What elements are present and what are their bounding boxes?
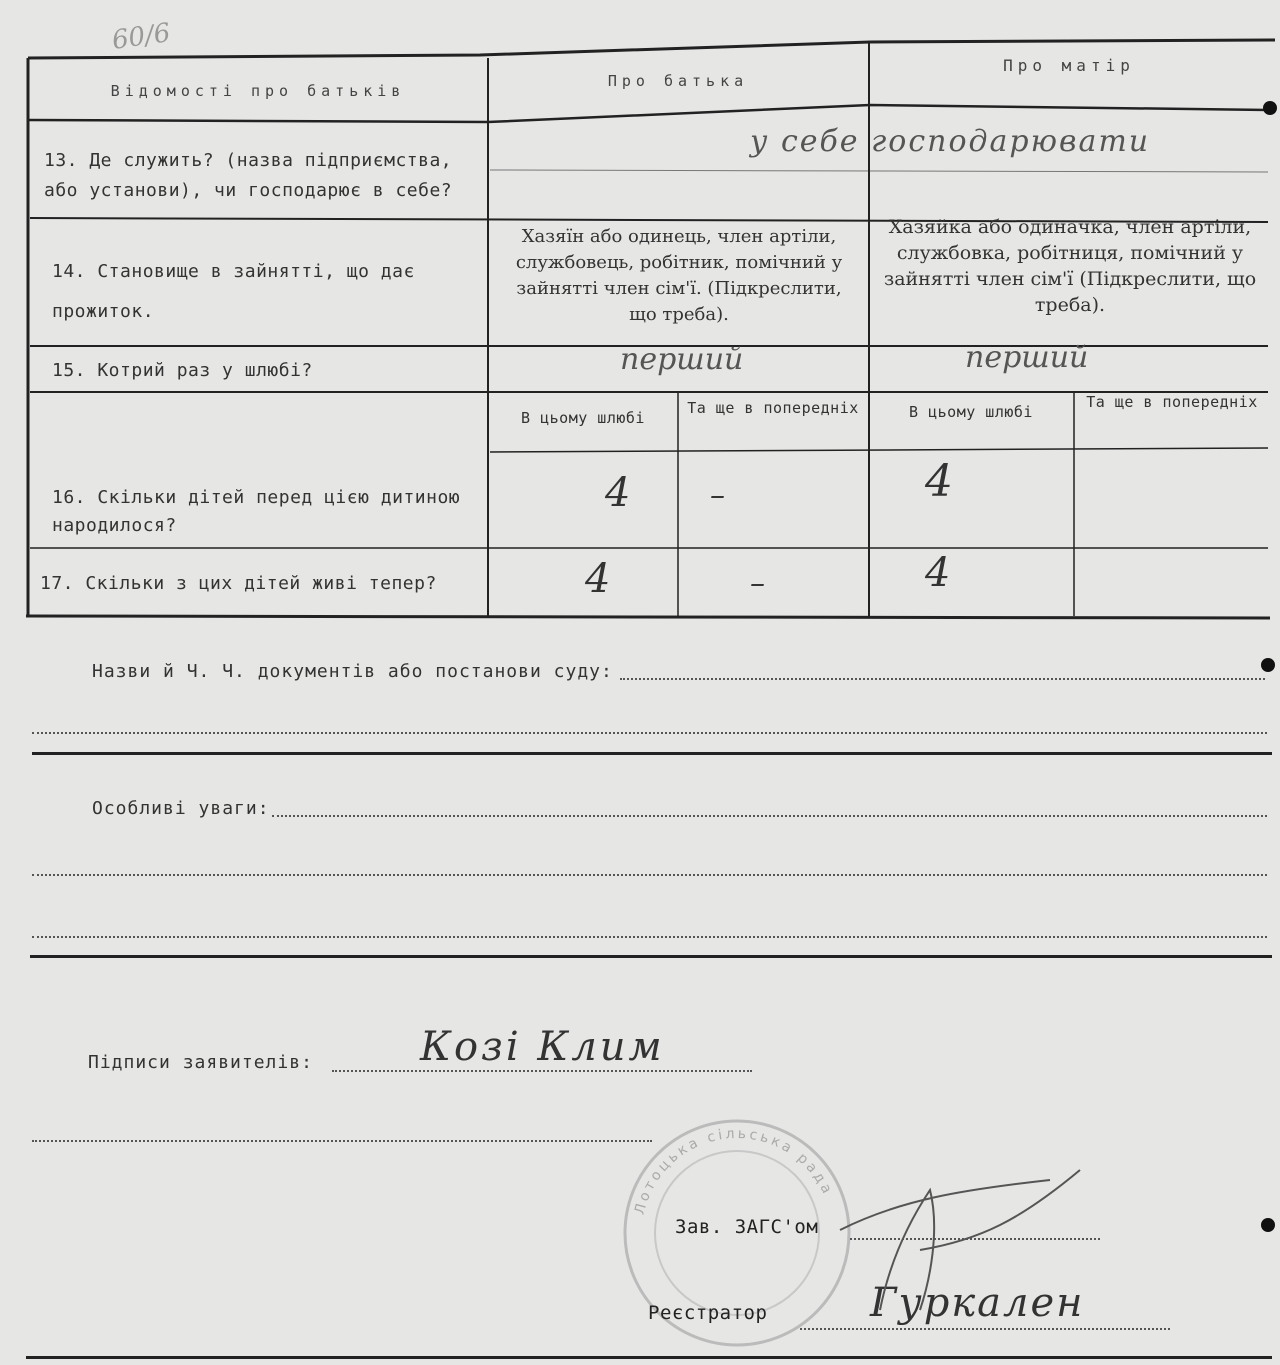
row-14-label: 14. Становище в зайнятті, що дає прожиток. (52, 261, 415, 322)
bottom-divider (26, 1356, 1272, 1359)
documents-line-1 (620, 678, 1265, 680)
row-15-father-value: перший (620, 342, 744, 377)
row-13-handwritten: у себе господарювати (750, 124, 1151, 159)
row-17-mother-this: 4 (925, 550, 951, 596)
notes-line-1 (272, 815, 1267, 817)
row-16-father-prev: – (710, 478, 725, 513)
stamp-text: Лотоцька сільська рада (631, 1125, 836, 1217)
notes-line-2 (32, 874, 1267, 876)
signatures-line-2 (32, 1140, 652, 1142)
row-17-label: 17. Скільки з цих дітей живі тепер? (40, 573, 437, 594)
row-15-label: 15. Котрий раз у шлюбі? (52, 360, 313, 381)
documents-line-2 (32, 732, 1267, 734)
row-15-mother-value: перший (965, 340, 1089, 375)
documents-divider (32, 752, 1272, 755)
registrar-signature: Гуркален (870, 1280, 1085, 1326)
registrar-line (800, 1328, 1170, 1330)
row-17-father-prev: – (750, 566, 765, 601)
row-14-father-options: Хазяїн або одинець, член артіли, службовець, робітник, помічний у зайнятті член сім'ї. (Підкреслити, що треба). (515, 226, 843, 325)
header-parents-info: Відомості про батьків (110, 82, 406, 100)
page-mark: 60/6 (110, 18, 173, 56)
row-16-father-this: 4 (605, 470, 631, 516)
row-16-label: 16. Скільки дітей перед цією дитиною народилося? (52, 487, 461, 536)
subheader-father-previous: Та ще в попередніх (687, 399, 859, 417)
subheader-father-this-marriage: В цьому шлюбі (521, 409, 645, 427)
notes-line-3 (32, 936, 1267, 938)
header-father: Про батька (607, 72, 749, 90)
notes-divider (30, 955, 1272, 958)
documents-label: Назви й Ч. Ч. документів або постанови суду: (92, 661, 613, 682)
head-label: Зав. ЗАГС'ом (675, 1216, 819, 1238)
applicants-signature: Козі Клим (420, 1024, 665, 1070)
row-16-mother-this: 4 (925, 456, 953, 507)
subheader-mother-this-marriage: В цьому шлюбі (909, 403, 1033, 421)
header-mother: Про матір (1003, 56, 1135, 75)
head-signature-flourish (820, 1160, 1120, 1320)
signatures-line (332, 1070, 752, 1072)
notes-label: Особливі уваги: (92, 798, 270, 819)
subheader-mother-previous: Та ще в попередніх (1086, 393, 1258, 411)
signatures-label: Підписи заявителів: (88, 1052, 313, 1073)
row-13-label: 13. Де служить? (назва підприємства, або установи), чи господарює в себе? (44, 150, 453, 201)
row-14-mother-options: Хазяйка або одиначка, член артіли, службовка, робітниця, помічний у зайнятті член сім'ї (Підкреслити, що треба). (883, 216, 1257, 316)
svg-text:Лотоцька сільська рада (632, 1126, 836, 1216)
registrar-label: Реєстратор (648, 1302, 768, 1324)
row-17-father-this: 4 (585, 556, 611, 602)
